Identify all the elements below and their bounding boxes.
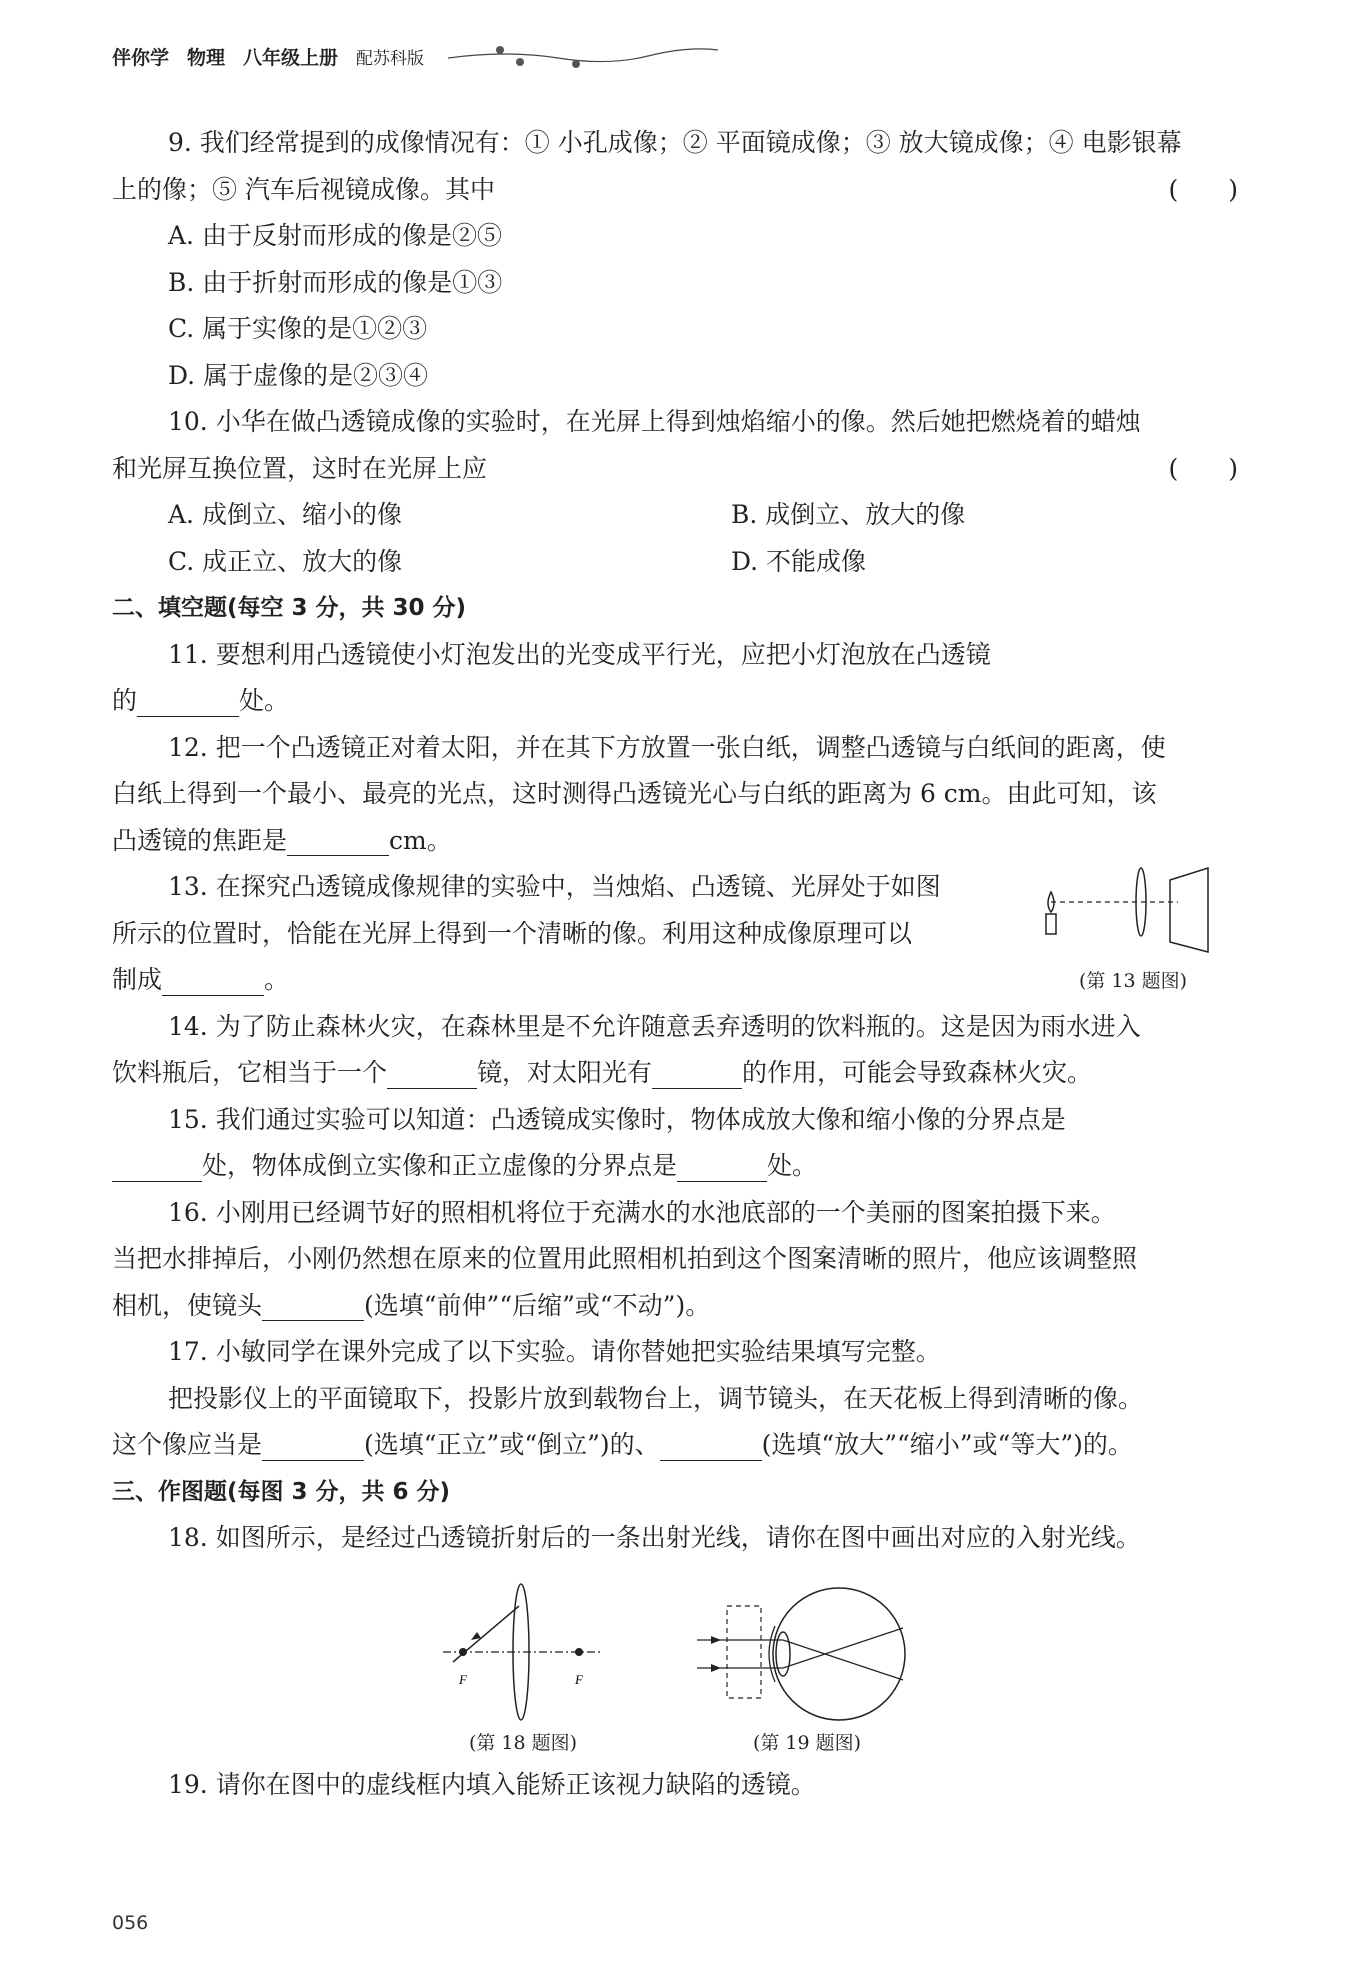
q17-text-a: 这个像应当是: [112, 1430, 263, 1459]
q11-line2: [112, 678, 1238, 725]
header-decoration: [448, 36, 718, 76]
dashed-lens-box: [727, 1606, 761, 1698]
q10-answer-paren: ( ): [1168, 453, 1238, 483]
ray-arrow-icon: [711, 1664, 721, 1672]
q10-option-a: A. 成倒立、缩小的像: [168, 500, 402, 529]
q10-options-row1: [112, 492, 1238, 539]
refracted-ray-bottom: [783, 1628, 903, 1668]
book-subject: 物理: [187, 46, 226, 69]
q10-stem-text: 和光屏互换位置，这时在光屏上应: [112, 453, 488, 483]
q19-figure: [697, 1576, 917, 1756]
q9-option-d: D. 属于虚像的是②③④: [168, 360, 429, 390]
ray-arrow-icon: [711, 1636, 721, 1644]
q19-caption: (第 19 题图): [752, 1731, 862, 1754]
q17-line3: [112, 1422, 1238, 1469]
q11-line1: 11. 要想利用凸透镜使小灯泡发出的光变成平行光，应把小灯泡放在凸透镜: [168, 639, 991, 669]
book-series: 伴你学: [112, 46, 170, 69]
q12-line1: 12. 把一个凸透镜正对着太阳，并在其下方放置一张白纸，调整凸透镜与白纸间的距离，使: [168, 732, 1166, 762]
focal-label-right: F: [575, 1671, 583, 1687]
q13-figure: [1028, 864, 1238, 994]
q14-text-a: 饮料瓶后，它相当于一个: [112, 1058, 388, 1087]
q13-line2: 所示的位置时，恰能在光屏上得到一个清晰的像。利用这种成像原理可以: [112, 918, 913, 948]
q10-option-b: B. 成倒立、放大的像: [731, 500, 966, 529]
q12-blank[interactable]: [287, 828, 389, 857]
q17-text-b: (选填“正立”或“倒立”)的、: [364, 1430, 660, 1459]
q18-caption: (第 18 题图): [468, 1731, 578, 1754]
refracted-ray-top: [783, 1640, 903, 1680]
q16-line2: 当把水排掉后，小刚仍然想在原来的位置用此照相机拍到这个图案清晰的照片，他应该调整照: [112, 1244, 1138, 1273]
q9-stem-text: 上的像；⑤ 汽车后视镜成像。其中: [112, 174, 495, 204]
q15-line1: 15. 我们通过实验可以知道：凸透镜成实像时，物体成放大像和缩小像的分界点是: [168, 1104, 1066, 1134]
q18-line1: 18. 如图所示，是经过凸透镜折射后的一条出射光线，请你在图中画出对应的入射光线。: [168, 1523, 1141, 1552]
q13-text: [112, 864, 997, 1004]
section-drawing-title: 三、作图题(每图 3 分，共 6 分): [112, 1478, 451, 1505]
q16-text-a: 相机，使镜头: [112, 1290, 263, 1320]
q9-option-c: C. 属于实像的是①②③: [168, 314, 428, 343]
q13-blank[interactable]: [162, 967, 264, 996]
q16-line3: [112, 1283, 1238, 1330]
cornea: [769, 1626, 775, 1682]
q17-blank-1[interactable]: [262, 1432, 364, 1461]
q19-diagram: [697, 1576, 917, 1726]
q10-options-row2: [112, 539, 1238, 586]
q14-blank-2[interactable]: [652, 1060, 742, 1089]
q16-line1: 16. 小刚用已经调节好的照相机将位于充满水的水池底部的一个美丽的图案拍摄下来。: [168, 1197, 1116, 1227]
page-number: 056: [112, 1912, 149, 1934]
q13-diagram: [1028, 864, 1238, 964]
q9-option-a: A. 由于反射而形成的像是②⑤: [168, 221, 502, 250]
q12-text-b: cm。: [389, 825, 452, 855]
page-content: [112, 120, 1238, 1808]
q13-caption: (第 13 题图): [1078, 970, 1188, 992]
q18-diagram: [433, 1576, 613, 1726]
q13-line1: 13. 在探究凸透镜成像规律的实验中，当烛焰、凸透镜、光屏处于如图: [168, 872, 941, 901]
q15-blank-1[interactable]: [112, 1153, 202, 1182]
section-fill-in-title: 二、填空题(每空 3 分，共 30 分): [112, 595, 467, 621]
q9-stem-line1: 9. 我们经常提到的成像情况有：① 小孔成像；② 平面镜成像；③ 放大镜成像；④ 电影银幕: [168, 128, 1182, 157]
q17-blank-2[interactable]: [660, 1432, 762, 1461]
refracted-ray: [453, 1606, 519, 1662]
focal-label-left: F: [459, 1671, 467, 1687]
q13-text-b: 。: [264, 965, 290, 994]
light-screen: [1170, 868, 1208, 952]
candle-icon: [1046, 914, 1056, 934]
q13-block: [112, 864, 1238, 1004]
eyeball: [773, 1588, 905, 1720]
q9-answer-paren: ( ): [1168, 174, 1238, 204]
q11-blank[interactable]: [137, 688, 239, 717]
q15-text-b: 处。: [767, 1151, 818, 1180]
q14-line2: [112, 1050, 1238, 1097]
q13-line3: [112, 957, 997, 1004]
q16-blank[interactable]: [262, 1293, 364, 1322]
q17-line2: 把投影仪上的平面镜取下，投影片放到载物台上，调节镜头，在天花板上得到清晰的像。: [168, 1383, 1144, 1413]
q14-text-c: 的作用，可能会导致森林火灾。: [742, 1058, 1093, 1087]
q11-text-a: 的: [112, 686, 138, 715]
q14-text-b: 镜，对太阳光有: [477, 1058, 653, 1087]
q13-text-a: 制成: [112, 965, 163, 994]
q10-stem-line1: 10. 小华在做凸透镜成像的实验时，在光屏上得到烛焰缩小的像。然后她把燃烧着的蜡烛: [168, 407, 1141, 436]
q14-blank-1[interactable]: [387, 1060, 477, 1089]
q10-option-c: C. 成正立、放大的像: [168, 546, 403, 576]
q19-line1: 19. 请你在图中的虚线框内填入能矫正该视力缺陷的透镜。: [168, 1769, 816, 1799]
q16-text-b: (选填“前伸”“后缩”或“不动”)。: [364, 1290, 711, 1320]
q12-line3: [112, 818, 1238, 865]
q12-text-a: 凸透镜的焦距是: [112, 825, 288, 855]
q15-text-a: 处，物体成倒立实像和正立虚像的分界点是: [202, 1151, 678, 1180]
q9-option-b: B. 由于折射而形成的像是①③: [168, 267, 503, 297]
q9-stem-line2: [112, 167, 1238, 214]
q10-option-d: D. 不能成像: [731, 546, 867, 576]
q17-line1: 17. 小敏同学在课外完成了以下实验。请你替她把实验结果填写完整。: [168, 1337, 941, 1366]
q15-line2: [112, 1143, 1238, 1190]
q10-stem-line2: [112, 446, 1238, 493]
q12-line2: 白纸上得到一个最小、最亮的光点，这时测得凸透镜光心与白纸的距离为 6 cm。由此可知，该: [112, 779, 1157, 808]
book-edition: 配苏科版: [356, 48, 425, 69]
figures-row: [112, 1576, 1238, 1756]
q17-text-c: (选填“放大”“缩小”或“等大”)的。: [761, 1430, 1133, 1459]
q14-line1: 14. 为了防止森林火灾，在森林里是不允许随意丢弃透明的饮料瓶的。这是因为雨水进入: [168, 1011, 1141, 1041]
q18-figure: [433, 1576, 613, 1756]
focal-point-right: [575, 1648, 583, 1656]
q11-text-b: 处。: [239, 686, 290, 715]
q15-blank-2[interactable]: [677, 1153, 767, 1182]
page-header: [112, 36, 1242, 76]
eye-lens: [776, 1632, 790, 1676]
book-grade: 八年级上册: [243, 46, 339, 69]
